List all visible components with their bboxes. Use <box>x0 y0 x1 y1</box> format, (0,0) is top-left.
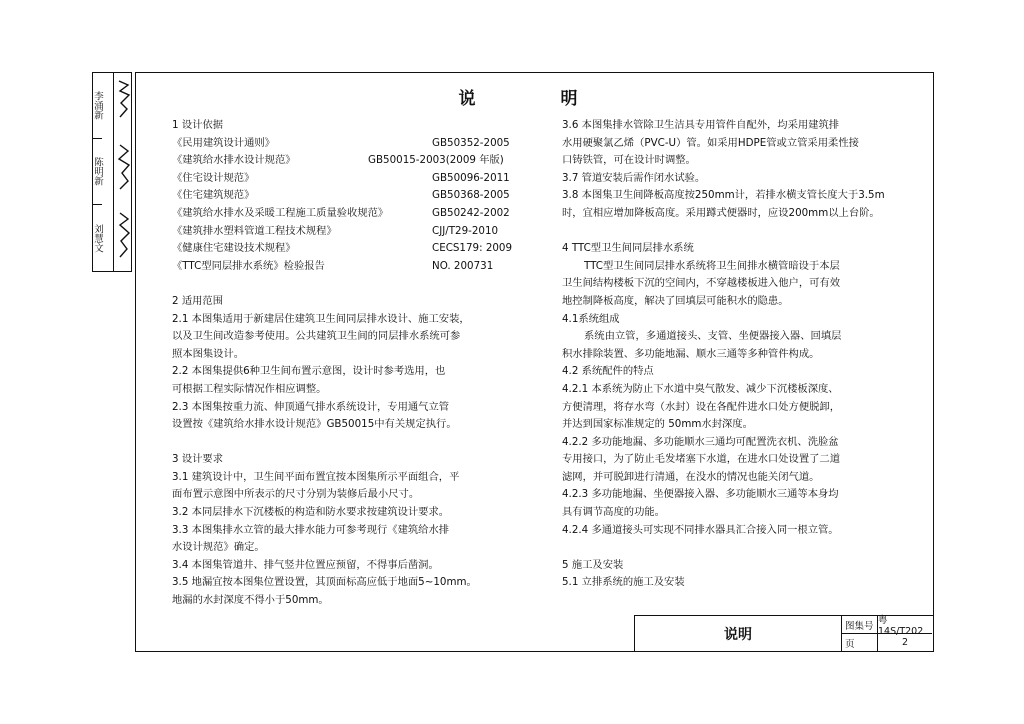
ref-name: 《健康住宅建设技术规程》 <box>172 242 296 255</box>
text-line: 4.2.1 本系统为防止下水道中臭气散发、减少下沉楼板深度、 <box>562 382 839 395</box>
text-line: 水用硬聚氯乙烯（PVC-U）管。如采用HDPE管或立管采用柔性接 <box>562 136 859 149</box>
name-cell: 陈明新 <box>93 139 102 205</box>
ref-code: GB50368-2005 <box>432 189 510 202</box>
text-line: 具有调节高度的功能。 <box>562 506 665 519</box>
page-label: 页 <box>845 638 855 650</box>
text-line: 设置按《建筑给水排水设计规范》GB50015中有关规定执行。 <box>172 418 457 431</box>
ref-code: CECS179: 2009 <box>432 242 513 255</box>
text-line: 时，宜相应增加降板高度。采用蹲式便器时，应设200mm以上台阶。 <box>562 206 880 219</box>
ref-code: GB50096-2011 <box>432 171 510 184</box>
text-line: 卫生间结构楼板下沉的空间内，不穿越楼板进入他户，可有效 <box>562 277 841 290</box>
atlas-number-row <box>841 615 932 637</box>
reference-list <box>172 135 522 276</box>
reference-item <box>172 135 522 153</box>
right-column <box>562 117 922 592</box>
left-column <box>172 117 522 610</box>
ref-name: 《民用建筑设计通则》 <box>172 136 275 149</box>
text-line: 3.8 本图集卫生间降板高度按250mm计，若排水横支管长度大于3.5m <box>562 189 885 202</box>
text-line: 以及卫生间改造参考使用。公共建筑卫生间的同层排水系统可参 <box>172 330 461 343</box>
text-line: 系统由立管，多通道接头、支管、坐便器接入器、回填层 <box>584 330 842 343</box>
reference-item <box>172 223 522 241</box>
text-line: 地控制降板高度，解决了回填层可能积水的隐患。 <box>562 294 789 307</box>
text-line: 3.5 地漏宜按本图集位置设置，其顶面标高应低于地面5~10mm。 <box>172 576 477 589</box>
page-title: 说 明 <box>458 89 612 109</box>
ref-name: 《住宅建筑规范》 <box>172 189 255 202</box>
name-cell: 李涌新 <box>93 73 102 139</box>
reference-item <box>172 187 522 205</box>
text-line: 2.1 本图集适用于新建居住建筑卫生间同层排水设计、施工安装， <box>172 312 470 325</box>
ref-name: 《TTC型同层排水系统》检验报告 <box>172 259 325 272</box>
text-line: 3.6 本图集排水管除卫生洁具专用管件自配外，均采用建筑排 <box>562 119 840 131</box>
ref-code: GB50242-2002 <box>432 206 510 219</box>
ref-code: GB50015-2003(2009 年版) <box>368 154 504 167</box>
page-number: 2 <box>877 634 932 651</box>
text-line: 4.2.4 多通道接头可实现不同排水器具汇合接入同一根立管。 <box>562 523 839 536</box>
section-heading: 4.1系统组成 <box>562 312 620 325</box>
text-line: 2.3 本图集按重力流、伸顶通气排水系统设计，专用通气立管 <box>172 400 450 413</box>
atlas-number: 粤14S/T202 <box>877 616 932 633</box>
text-line: 专用接口，为了防止毛发堵塞下水道，在进水口处设置了二道 <box>562 453 841 466</box>
reference-item <box>172 258 522 276</box>
title-block <box>634 615 934 652</box>
text-line: 方便清理，将存水弯（水封）设在各配件进水口处方便脱卸， <box>562 400 841 413</box>
text-line: 面布置示意图中所表示的尺寸分别为装修后最小尺寸。 <box>172 488 420 501</box>
text-line: 并达到国家标准规定的 50mm水封深度。 <box>562 418 753 431</box>
text-line: 3.4 本图集管道井、排气竖井位置应预留，不得事后凿洞。 <box>172 558 439 571</box>
text-line: 滤网，并可脱卸进行清通，在没水的情况也能关闭气道。 <box>562 470 820 483</box>
text-line: 3.1 建筑设计中，卫生间平面布置宜按本图集所示平面组合，平 <box>172 470 460 483</box>
text-line: 地漏的水封深度不得小于50mm。 <box>172 594 329 607</box>
ref-name: 《建筑给水排水及采暖工程施工质量验收规范》 <box>172 206 389 219</box>
text-line: 水设计规范》确定。 <box>172 541 265 554</box>
text-line: 可根据工程实际情况作相应调整。 <box>172 382 327 395</box>
page-row <box>841 634 932 651</box>
reference-item <box>172 240 522 258</box>
atlas-label: 图集号 <box>845 620 874 632</box>
text-line: 3.7 管道安装后需作闭水试验。 <box>562 171 706 184</box>
section-heading: 5 施工及安装 <box>562 558 624 571</box>
text-line: 3.2 本同层排水下沉楼板的构造和防水要求按建筑设计要求。 <box>172 506 450 519</box>
reference-item <box>172 152 522 170</box>
text-line: 照本图集设计。 <box>172 347 245 360</box>
text-line: 5.1 立排系统的施工及安装 <box>562 576 685 589</box>
section-heading: 3 设计要求 <box>172 453 224 466</box>
text-line: TTC型卫生间同层排水系统将卫生间排水横管暗设于本层 <box>584 259 840 272</box>
section-heading: 4 TTC型卫生间同层排水系统 <box>562 242 694 255</box>
ref-code: GB50352-2005 <box>432 136 510 149</box>
reference-item <box>172 170 522 188</box>
ref-code: NO. 200731 <box>432 259 494 272</box>
text-line: 3.3 本图集排水立管的最大排水能力可参考现行《建筑给水排 <box>172 523 450 536</box>
text-line: 4.2.2 多功能地漏、多功能顺水三通均可配置洗衣机、洗脸盆 <box>562 435 839 448</box>
text-line: 积水排除装置、多功能地漏、顺水三通等多种管件构成。 <box>562 347 820 360</box>
ref-code: CJJ/T29-2010 <box>432 224 499 237</box>
section-heading: 4.2 系统配件的特点 <box>562 365 654 378</box>
sheet-name: 说明 <box>635 616 842 651</box>
name-cell: 刘慧文 <box>92 223 103 253</box>
text-line: 4.2.3 多功能地漏、坐便器接入器、多功能顺水三通等本身均 <box>562 488 839 501</box>
section-heading: 1 设计依据 <box>172 119 224 131</box>
text-line: 口铸铁管，可在设计时调整。 <box>562 154 696 167</box>
ref-name: 《建筑排水塑料管道工程技术规程》 <box>172 224 337 237</box>
text-line: 2.2 本图集提供6种卫生间布置示意图，设计时参考选用，也 <box>172 365 446 378</box>
reference-item <box>172 205 522 223</box>
ref-name: 《住宅设计规范》 <box>172 171 255 184</box>
section-heading: 2 适用范围 <box>172 294 224 307</box>
ref-name: 《建筑给水排水设计规范》 <box>172 154 296 167</box>
